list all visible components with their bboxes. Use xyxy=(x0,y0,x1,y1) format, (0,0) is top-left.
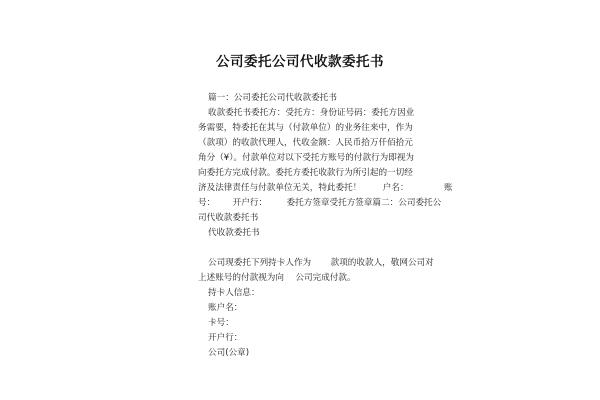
body-line: 司代收款委托书 xyxy=(198,213,259,223)
body-text: 款项的收款人，敬网公司对 xyxy=(330,258,434,268)
signature-and-section-heading: 委托方签章受托方签章篇二：公司委托公 xyxy=(286,198,442,208)
company-seal-label: 公司(公章) xyxy=(208,348,250,358)
body-text: 上述账号的付款视为向 xyxy=(198,273,284,283)
body-line-split xyxy=(208,258,434,269)
body-text: 济及法律责任与付款单位无关，特此委托！ xyxy=(198,183,362,193)
cardholder-info-heading: 持卡人信息： xyxy=(208,288,260,298)
body-text: 公司完成付款。 xyxy=(295,273,356,283)
bank-field-label: 开户行： xyxy=(208,333,243,343)
body-line-split xyxy=(198,198,441,209)
account-name-field-label: 账户名： xyxy=(208,303,243,313)
account-label-part: 号： xyxy=(198,198,216,208)
body-line-split xyxy=(198,273,356,284)
body-line: 角分（¥）。付款单位对以下受托方账号的付款行为即视为 xyxy=(198,153,415,163)
body-line: 收款委托书委托方：受托方：身份证号码：委托方因业 xyxy=(208,108,415,118)
section-heading-1: 篇一：公司委托公司代收款委托书 xyxy=(208,93,337,103)
body-text: 公司现委托下列持卡人作为 xyxy=(208,258,312,268)
body-line: 务需要，特委托在其与（付款单位）的业务往来中，作为 xyxy=(198,123,413,133)
account-name-label: 户名： xyxy=(382,183,409,193)
body-line: 向委托方完成付款。委托方委托收款行为所引起的一切经 xyxy=(198,168,413,178)
document-title: 公司委托公司代收款委托书 xyxy=(216,54,384,70)
account-label-part: 账 xyxy=(444,183,453,193)
body-line-split xyxy=(198,183,453,194)
card-number-field-label: 卡号： xyxy=(208,318,234,328)
section-subtitle: 代收款委托书 xyxy=(208,228,260,238)
body-line: （款项）的收款代理人，代收金额：人民币拾万仟佰拾元 xyxy=(198,138,413,148)
bank-label: 开户行： xyxy=(232,198,268,208)
